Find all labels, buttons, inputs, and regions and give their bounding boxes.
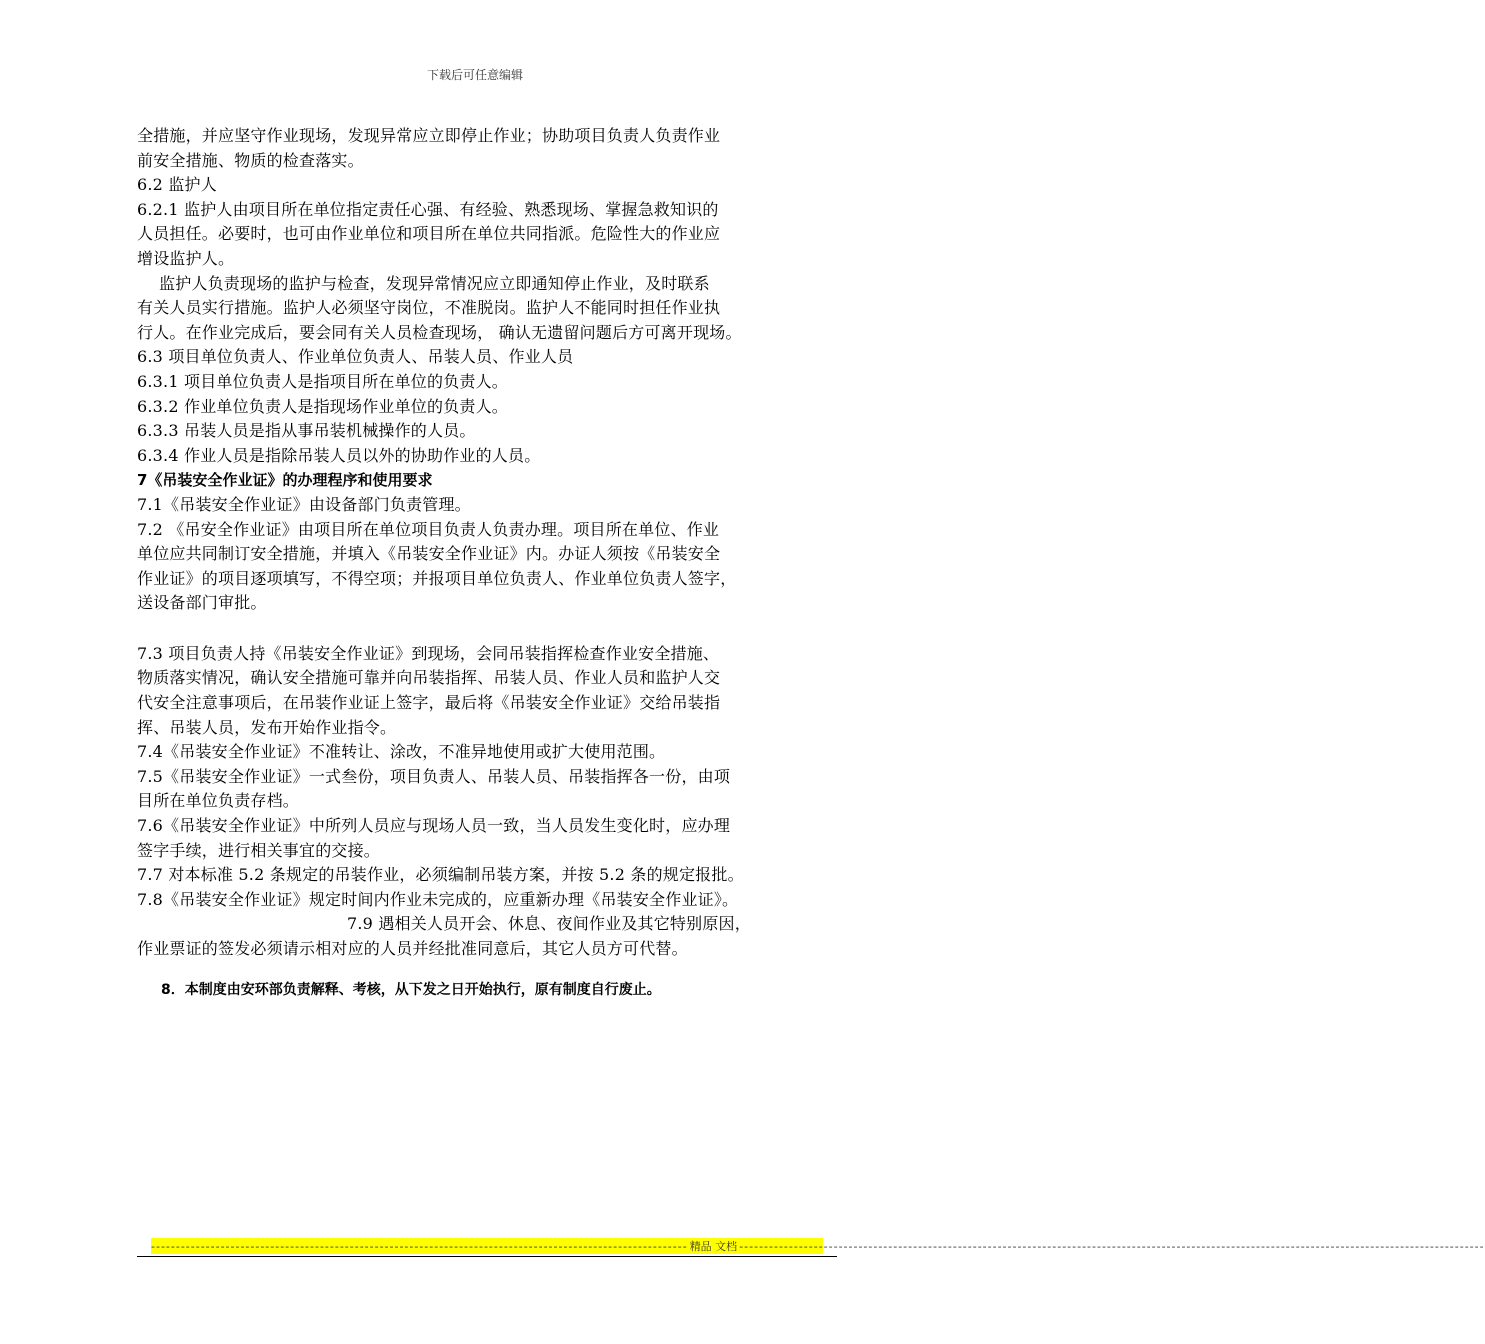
final-statement: 8．本制度由安环部负责解释、考核，从下发之日开始执行，原有制度自行废止。 bbox=[161, 981, 661, 998]
text-line: 7.6《吊装安全作业证》中所列人员应与现场人员一致，当人员发生变化时，应办理 bbox=[137, 816, 731, 836]
text-line: 6.2.1 监护人由项目所在单位指定责任心强、有经验、熟悉现场、掌握急救知识的 bbox=[137, 199, 719, 219]
section-6-2-title: 6.2 监护人 bbox=[137, 175, 217, 195]
text-line: 挥、吊装人员，发布开始作业指令。 bbox=[137, 717, 397, 737]
text-line: 7.1《吊装安全作业证》由设备部门负责管理。 bbox=[137, 494, 471, 514]
footer-label: 精品 文档 bbox=[689, 1240, 738, 1253]
text-line: 增设监护人。 bbox=[137, 248, 235, 268]
spacer bbox=[137, 962, 837, 978]
footer-dash-right: ------------------------------------------------------------------------------------------------------------------------------------------------------ bbox=[739, 1239, 1485, 1253]
section-6-3-title: 6.3 项目单位负责人、作业单位负责人、吊装人员、作业人员 bbox=[137, 347, 574, 367]
footer-highlight-band bbox=[151, 1238, 1485, 1254]
text-line: 6.3.2 作业单位负责人是指现场作业单位的负责人。 bbox=[137, 396, 508, 416]
text-line: 6.3.4 作业人员是指除吊装人员以外的协助作业的人员。 bbox=[137, 445, 541, 465]
text-line: 监护人负责现场的监护与检查，发现异常情况应立即通知停止作业，及时联系 bbox=[159, 273, 710, 293]
page-footer bbox=[137, 1238, 1485, 1257]
text-line: 人员担任。必要时，也可由作业单位和项目所在单位共同指派。危险性大的作业应 bbox=[137, 224, 721, 244]
text-line: 6.3.1 项目单位负责人是指项目所在单位的负责人。 bbox=[137, 371, 508, 391]
text-line: 物质落实情况，确认安全措施可靠并向吊装指挥、吊装人员、作业人员和监护人交 bbox=[137, 668, 721, 688]
document-body bbox=[137, 124, 837, 1002]
text-line: 7.9 遇相关人员开会、休息、夜间作业及其它特别原因， bbox=[347, 914, 751, 934]
page-header-note: 下载后可任意编辑 bbox=[426, 68, 523, 82]
text-line: 全措施，并应坚守作业现场，发现异常应立即停止作业；协助项目负责人负责作业 bbox=[137, 126, 721, 145]
text-line: 代安全注意事项后，在吊装作业证上签字，最后将《吊装安全作业证》交给吊装指 bbox=[137, 693, 721, 713]
text-line: 6.3.3 吊装人员是指从事吊装机械操作的人员。 bbox=[137, 421, 476, 441]
blank-line bbox=[137, 616, 837, 642]
text-line: 作业票证的签发必须请示相对应的人员并经批准同意后，其它人员方可代替。 bbox=[137, 939, 688, 958]
text-line: 7.5《吊装安全作业证》一式叁份，项目负责人、吊装人员、吊装指挥各一份，由项 bbox=[137, 766, 731, 786]
text-line: 前安全措施、物质的检查落实。 bbox=[137, 150, 364, 170]
footer-dash-left: ------------------------------------------------------------------------------------------------------------ bbox=[151, 1239, 688, 1253]
text-line: 7.2 《吊安全作业证》由项目所在单位项目负责人负责办理。项目所在单位、作业 bbox=[137, 519, 720, 539]
text-line: 作业证》的项目逐项填写，不得空项；并报项目单位负责人、作业单位负责人签字， bbox=[137, 568, 737, 588]
section-7-heading: 7《吊装安全作业证》的办理程序和使用要求 bbox=[137, 471, 433, 490]
text-line: 行人。在作业完成后，要会同有关人员检查现场， 确认无遗留问题后方可离开现场。 bbox=[137, 322, 742, 342]
text-line: 签字手续，进行相关事宜的交接。 bbox=[137, 840, 381, 860]
text-line: 7.8《吊装安全作业证》规定时间内作业未完成的，应重新办理《吊装安全作业证》。 bbox=[137, 889, 739, 909]
text-line: 7.7 对本标准 5.2 条规定的吊装作业，必须编制吊装方案，并按 5.2 条的规定报批。 bbox=[137, 865, 744, 885]
text-line: 目所在单位负责存档。 bbox=[137, 791, 300, 811]
text-line: 7.3 项目负责人持《吊装安全作业证》到现场，会同吊装指挥检查作业安全措施、 bbox=[137, 643, 720, 663]
text-line: 单位应共同制订安全措施，并填入《吊装安全作业证》内。办证人须按《吊装安全 bbox=[137, 544, 721, 564]
text-line: 有关人员实行措施。监护人必须坚守岗位，不准脱岗。监护人不能同时担任作业执 bbox=[137, 298, 721, 318]
text-line: 送设备部门审批。 bbox=[137, 593, 267, 613]
text-line: 7.4《吊装安全作业证》不准转让、涂改，不准异地使用或扩大使用范围。 bbox=[137, 742, 666, 762]
